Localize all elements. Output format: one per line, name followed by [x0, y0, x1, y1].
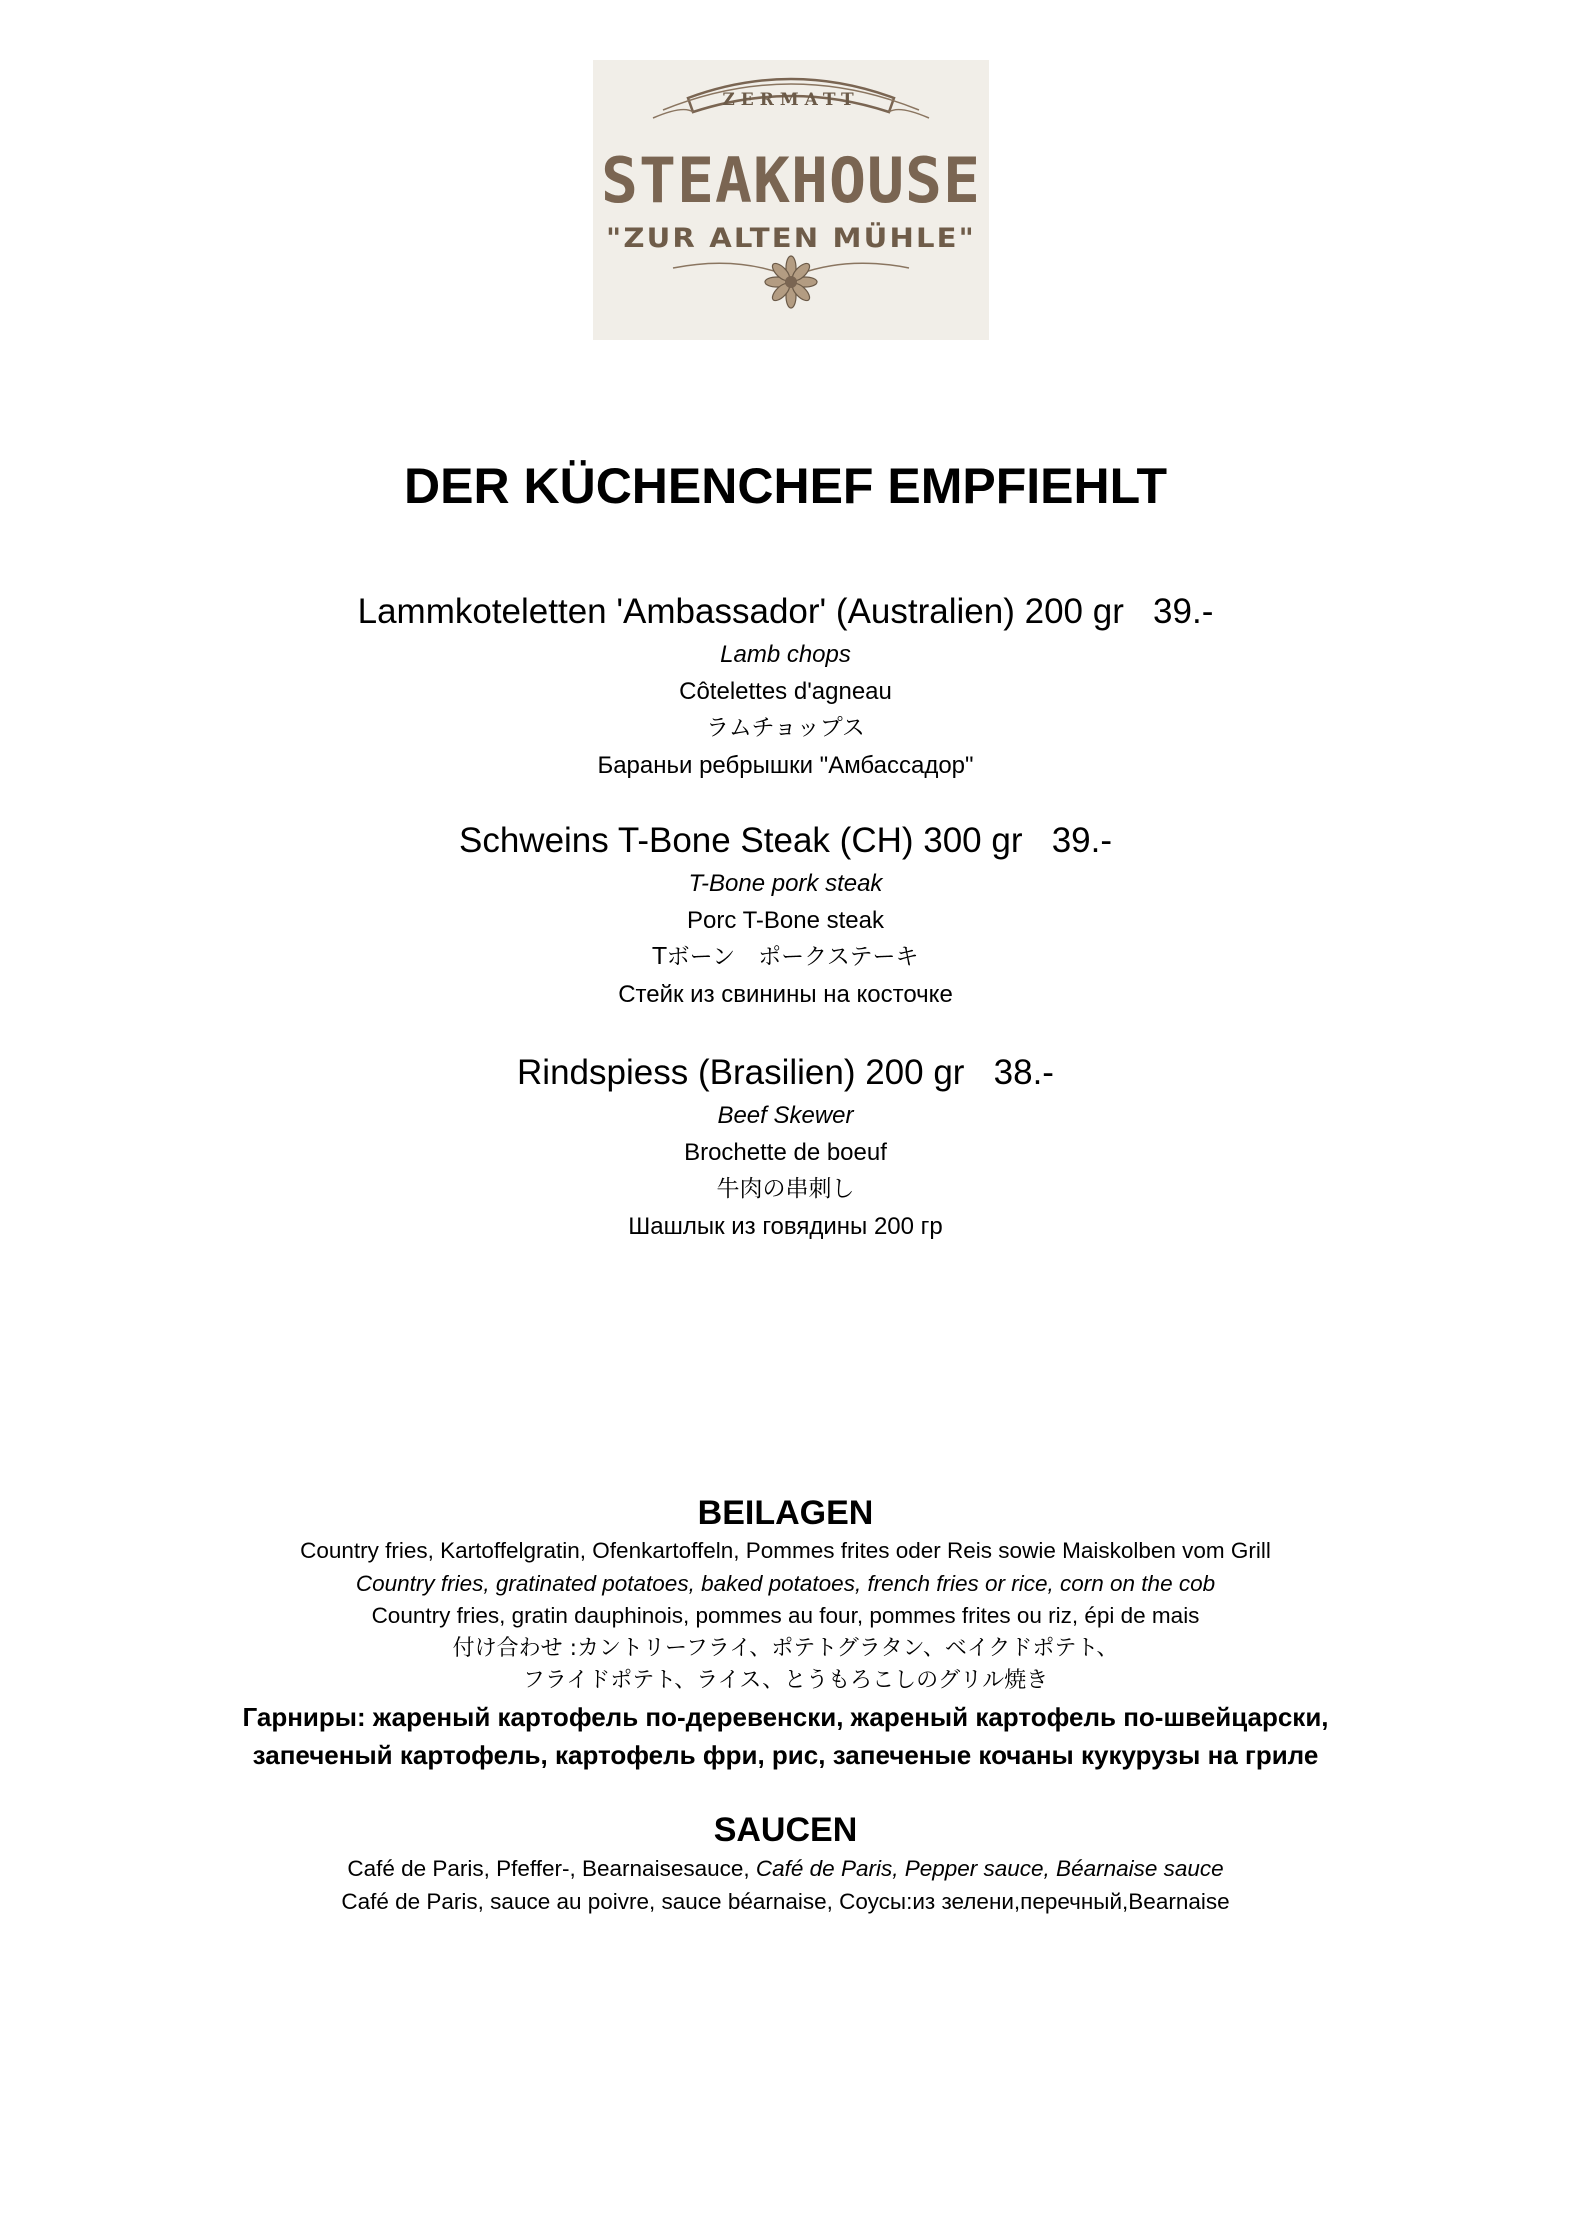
dish-russian: Бараньи ребрышки "Амбассадор" — [597, 752, 974, 779]
dish-french: Côtelettes d'agneau — [679, 678, 892, 705]
dish-name-line — [0, 1049, 1571, 1097]
dish-item — [0, 817, 1571, 1013]
dish-japanese: 牛肉の串刺し — [716, 1176, 855, 1202]
dish-item — [0, 588, 1571, 784]
dish-japanese: ラムチョップス — [706, 715, 865, 741]
dish-english: T-Bone pork steak — [688, 870, 883, 897]
saucen-german: Café de Paris, Pfeffer-, Bearnaisesauce, — [347, 1856, 756, 1881]
saucen-line2: Café de Paris, sauce au poivre, sauce béarnaise, Соусы:из зелени,перечный,Bearnaise — [341, 1888, 1230, 1914]
logo-sub-text: "ZUR ALTEN MÜHLE" — [606, 223, 950, 254]
dish-price: 38.- — [993, 1053, 1054, 1092]
logo-top-text: ZERMATT — [722, 90, 860, 110]
dish-english: Lamb chops — [720, 641, 851, 668]
page-title: DER KÜCHENCHEF EMPFIEHLT — [404, 458, 1167, 514]
dish-item — [0, 1049, 1571, 1245]
saucen-english: Café de Paris, Pepper sauce, Béarnaise sauce — [755, 1856, 1224, 1881]
dish-russian: Стейк из свинины на косточке — [618, 981, 953, 1008]
dish-name-line — [0, 817, 1571, 865]
logo-graphic — [593, 60, 989, 340]
dish-french: Porc T-Bone steak — [687, 907, 884, 934]
beilagen-german: Country fries, Kartoffelgratin, Ofenkartoffeln, Pommes frites oder Reis sowie Maiskolben vom Grill — [300, 1538, 1271, 1563]
beilagen-japanese-line1: 付け合わせ :カントリーフライ、ポテトグラタン、ベイクドポテト、 — [452, 1635, 1119, 1661]
beilagen-japanese-line2: フライドポテト、ライス、とうもろこしのグリル焼き — [522, 1668, 1049, 1693]
beilagen-heading: BEILAGEN — [697, 1494, 874, 1532]
dish-russian: Шашлык из говядины 200 гр — [628, 1213, 943, 1240]
dish-name: Lammkoteletten 'Ambassador' (Australien) 200 gr — [357, 592, 1124, 631]
dish-price: 39.- — [1051, 821, 1112, 860]
beilagen-french: Country fries, gratin dauphinois, pommes au four, pommes frites ou riz, épi de mais — [371, 1603, 1200, 1628]
restaurant-logo — [593, 60, 989, 340]
dish-name-line — [0, 588, 1571, 636]
dish-price: 39.- — [1153, 592, 1214, 631]
dish-name: Schweins T-Bone Steak (CH) 300 gr — [458, 821, 1023, 860]
dish-name: Rindspiess (Brasilien) 200 gr — [517, 1053, 965, 1092]
beilagen-text — [0, 1535, 1571, 1774]
beilagen-english: Country fries, gratinated potatoes, baked potatoes, french fries or rice, corn on the cob — [355, 1570, 1216, 1596]
beilagen-russian-line1: Гарниры: жареный картофель по-деревенски, жареный картофель по-швейцарски, — [242, 1701, 1329, 1732]
saucen-text — [0, 1853, 1571, 1918]
saucen-line1 — [0, 1853, 1571, 1886]
dish-english: Beef Skewer — [717, 1102, 854, 1129]
logo-main-text: STEAKHOUSE — [601, 144, 981, 217]
beilagen-russian-line2: запеченый картофель, картофель фри, рис, запеченые кочаны кукурузы на гриле — [252, 1739, 1319, 1770]
edelweiss-icon — [765, 256, 817, 308]
dish-french: Brochette de boeuf — [684, 1139, 887, 1166]
saucen-heading: SAUCEN — [713, 1811, 858, 1849]
dish-japanese: Tボーン ポークステーキ — [652, 944, 919, 970]
